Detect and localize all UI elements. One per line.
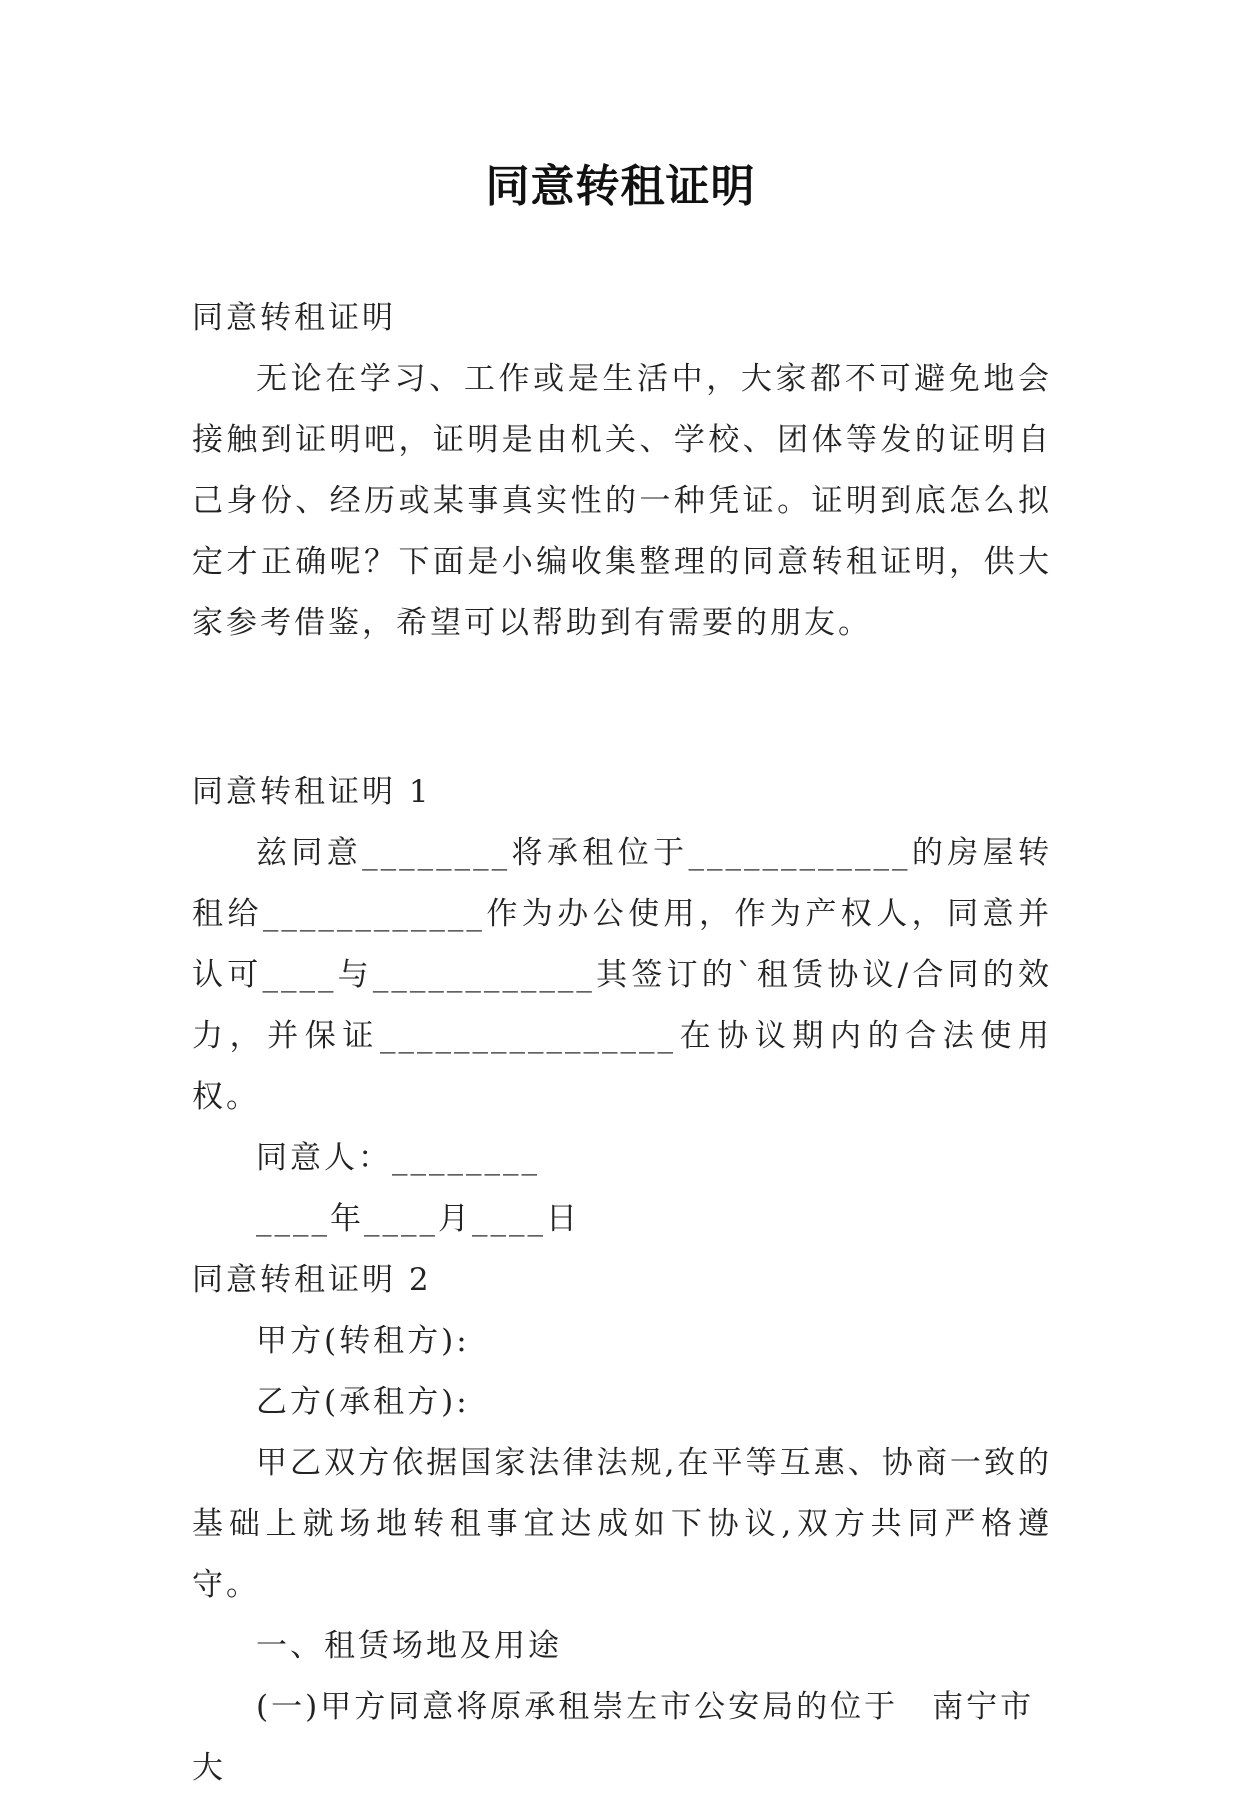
- intro-heading: 同意转租证明: [192, 300, 396, 336]
- intro-section: [192, 288, 1052, 654]
- document-title: 同意转租证明: [485, 161, 756, 212]
- intro-paragraph: 无论在学习、工作或是生活中，大家都不可避免地会接触到证明吧，证明是由机关、学校、团体等发的证明自己身份、经历或某事真实性的一种凭证。证明到底怎么拟定才正确呢？下面是小编收集整理的同意转租证明，供大家参考借鉴，希望可以帮助到有需要的朋友。: [192, 361, 1052, 641]
- cert2-party-b: 乙方(承租方):: [256, 1384, 470, 1420]
- cert2-paragraph: 甲乙双方依据国家法律法规,在平等互惠、协商一致的基础上就场地转租事宜达成如下协议,双方共同严格遵守。: [192, 1445, 1052, 1603]
- cert1-consenter: 同意人：________: [256, 1140, 540, 1176]
- cert2-clause: (一)甲方同意将原承租崇左市公安局的位于 南宁市大: [192, 1689, 1035, 1786]
- cert1-date: ____年____月____日: [256, 1201, 580, 1237]
- cert2-heading: 同意转租证明 2: [192, 1262, 432, 1298]
- cert1-paragraph: 兹同意________将承租位于____________的房屋转租给____________作为办公使用，作为产权人，同意并认可____与____________其签订的`租赁协议/合同的效力，并保证________________在协议期内的合法使用权。: [192, 835, 1052, 1115]
- cert1-heading: 同意转租证明 1: [192, 774, 432, 810]
- cert2-section-heading: 一、租赁场地及用途: [256, 1628, 562, 1664]
- certificate-sections: [192, 762, 1052, 1799]
- cert2-party-a: 甲方(转租方):: [256, 1323, 470, 1359]
